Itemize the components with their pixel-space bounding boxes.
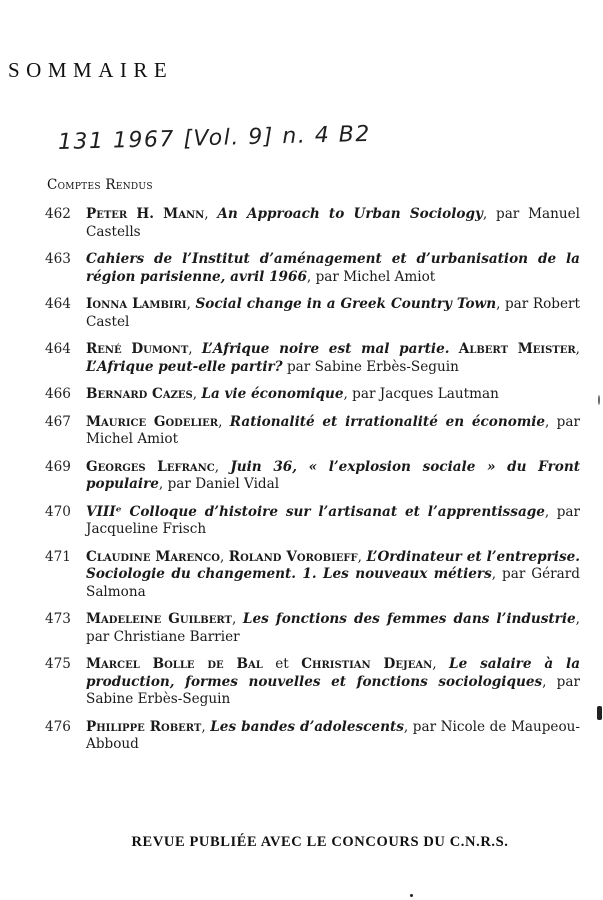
separator: et xyxy=(262,656,302,672)
entry-text xyxy=(86,549,580,602)
page-title: SOMMAIRE xyxy=(8,58,174,82)
scan-mark xyxy=(598,395,600,405)
page-number: 463 xyxy=(45,251,71,267)
work-title: L’Afrique peut-elle partir? xyxy=(86,358,283,375)
page-number: 462 xyxy=(45,206,71,222)
list-item xyxy=(45,611,580,646)
separator: , xyxy=(201,718,211,735)
reviewer: par Sabine Erbès-Seguin xyxy=(282,358,459,375)
separator: , xyxy=(575,341,580,357)
author-name: René Dumont xyxy=(86,341,189,357)
list-item xyxy=(45,341,580,376)
separator: , xyxy=(432,656,450,672)
work-title: VIIIᵉ Colloque d’histoire sur l’artisanat et l’apprentissage xyxy=(86,503,545,520)
work-title: Le salaire à la production, formes nouvelles et fonctions sociologiques xyxy=(86,656,580,690)
page-number: 476 xyxy=(45,718,71,735)
work-title: An Approach to Urban Sociology xyxy=(217,206,483,222)
page-number: 470 xyxy=(45,503,71,520)
list-item xyxy=(45,296,580,331)
reviewer: , par Michel Amiot xyxy=(306,268,436,285)
page-number: 473 xyxy=(45,611,71,627)
author-name: Bernard Cazes xyxy=(86,386,193,402)
page-number: 467 xyxy=(45,413,71,430)
author-name: Philippe Robert xyxy=(86,718,202,735)
handwritten-annotation: 131 1967 [Vol. 9] n. 4 B2 xyxy=(57,121,372,155)
entry-text xyxy=(86,414,580,449)
separator: , xyxy=(192,386,202,402)
author-name: Madeleine Guilbert xyxy=(86,611,232,627)
entry-text xyxy=(86,459,580,494)
separator: , xyxy=(186,296,196,312)
separator: , xyxy=(357,548,367,565)
reviewer: , par Manuel Castells xyxy=(86,206,580,240)
list-item xyxy=(45,504,580,539)
separator: , xyxy=(214,458,231,475)
list-item xyxy=(45,549,580,602)
contents-list xyxy=(45,206,580,764)
list-item xyxy=(45,386,580,404)
page-number: 475 xyxy=(45,656,71,672)
list-item xyxy=(45,206,580,241)
reviewer: , par Nicole de Maupeou-Abboud xyxy=(86,718,580,752)
entry-text xyxy=(86,656,580,709)
page-number: 471 xyxy=(45,548,71,565)
separator: , xyxy=(188,341,202,357)
separator: , xyxy=(231,611,243,627)
scan-mark xyxy=(410,894,413,897)
author-name: Roland Vorobieff xyxy=(228,548,358,565)
work-title: Social change in a Greek Country Town xyxy=(195,296,497,312)
author-name: Ionna Lambiri xyxy=(86,296,187,312)
work-title: L’Afrique noire est mal partie. xyxy=(201,341,450,357)
reviewer: , par Michel Amiot xyxy=(86,413,580,447)
reviewer: , par Christiane Barrier xyxy=(86,611,580,645)
list-item xyxy=(45,719,580,754)
work-title: Juin 36, « l’explosion sociale » du Front populaire xyxy=(86,458,580,492)
separator: , xyxy=(219,548,229,565)
separator: , xyxy=(218,413,230,430)
separator xyxy=(449,341,458,357)
entry-text xyxy=(86,251,580,286)
work-title: Cahiers de l’Institut d’aménagement et d’urbanisation de la région parisienne, avril 1966 xyxy=(86,251,580,285)
entry-text xyxy=(86,386,580,404)
reviewer: , par Sabine Erbès-Seguin xyxy=(86,673,580,707)
author-name: Peter H. Mann xyxy=(86,206,205,222)
work-title: L’Ordinateur et l’entreprise. Sociologie du changement. 1. Les nouveaux métiers xyxy=(86,548,580,582)
reviewer: , par Jacqueline Frisch xyxy=(86,503,581,537)
entry-text xyxy=(86,296,580,331)
work-title: Les bandes d’adolescents xyxy=(210,718,404,735)
separator: , xyxy=(204,206,218,222)
author-name: Maurice Godelier xyxy=(86,413,219,430)
entry-text xyxy=(86,719,580,754)
author-name: Claudine Marenco xyxy=(86,548,220,565)
author-name: Albert Meister xyxy=(458,341,576,357)
section-heading: Comptes Rendus xyxy=(47,177,153,193)
page-number: 466 xyxy=(45,386,71,402)
reviewer: , par Daniel Vidal xyxy=(158,476,280,492)
scan-mark xyxy=(597,706,602,720)
reviewer: , par Gérard Salmona xyxy=(86,566,580,600)
entry-text xyxy=(86,504,580,539)
author-name: Marcel Bolle de Bal xyxy=(86,656,263,672)
reviewer: , par Robert Castel xyxy=(86,296,580,330)
author-name: Christian Dejean xyxy=(301,656,433,672)
entry-text xyxy=(86,206,580,241)
work-title: La vie économique xyxy=(201,386,344,402)
entry-text xyxy=(86,341,580,376)
work-title: Les fonctions des femmes dans l’industrie xyxy=(242,611,576,627)
list-item xyxy=(45,251,580,286)
page-number: 464 xyxy=(45,341,71,357)
footer-note: REVUE PUBLIÉE AVEC LE CONCOURS DU C.N.R.S. xyxy=(131,834,509,850)
list-item xyxy=(45,414,580,449)
work-title: Rationalité et irrationalité en économie xyxy=(229,413,546,430)
list-item xyxy=(45,459,580,494)
list-item xyxy=(45,656,580,709)
reviewer: , par Jacques Lautman xyxy=(343,386,499,402)
page-number: 469 xyxy=(45,458,71,475)
entry-text xyxy=(86,611,580,646)
page-number: 464 xyxy=(45,296,71,312)
author-name: Georges Lefranc xyxy=(86,458,215,475)
